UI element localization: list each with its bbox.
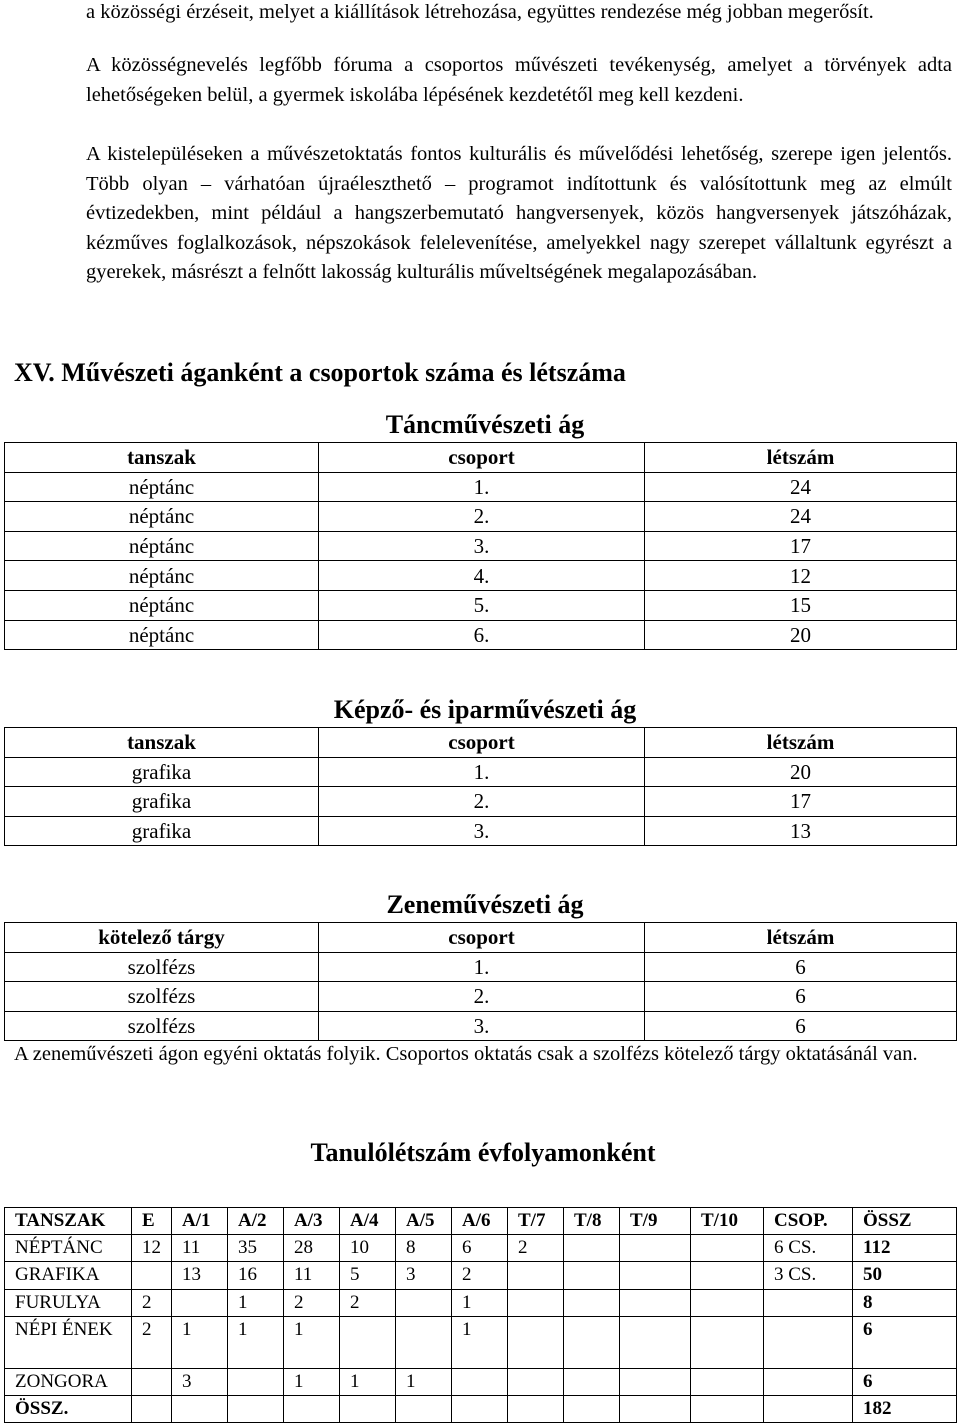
grade-cell [620, 1262, 691, 1289]
grade-col-header: T/10 [691, 1208, 764, 1235]
grade-cell [340, 1316, 396, 1368]
grade-cell [620, 1395, 691, 1422]
grade-cell [620, 1316, 691, 1368]
table-header-row [5, 728, 957, 758]
grade-cell: 5 [340, 1262, 396, 1289]
grade-cell [396, 1289, 452, 1316]
grade-cell [691, 1368, 764, 1395]
grade-row-total: 182 [853, 1395, 957, 1422]
grade-cell [564, 1368, 620, 1395]
grade-cell: 13 [172, 1262, 228, 1289]
grade-row [5, 1368, 957, 1395]
table-row [5, 787, 957, 817]
grade-cell: 2 [132, 1289, 172, 1316]
cell-letszam: 24 [645, 472, 957, 502]
grade-cell [228, 1395, 284, 1422]
grade-col-header: TANSZAK [5, 1208, 132, 1235]
cell-tanszak: grafika [5, 787, 319, 817]
grade-cell [132, 1262, 172, 1289]
cell-targy: szolfézs [5, 982, 319, 1012]
grade-col-header: A/4 [340, 1208, 396, 1235]
table-row [5, 952, 957, 982]
cell-csoport: 3. [319, 816, 645, 846]
grade-cell: 10 [340, 1235, 396, 1262]
table-row [5, 561, 957, 591]
table-row [5, 531, 957, 561]
table-row [5, 757, 957, 787]
grade-cell [452, 1395, 508, 1422]
table-row [5, 620, 957, 650]
table-row [5, 590, 957, 620]
cell-csoport: 2. [319, 502, 645, 532]
col-header-tanszak: tanszak [5, 443, 319, 473]
cell-tanszak: néptánc [5, 531, 319, 561]
grade-row [5, 1262, 957, 1289]
cell-letszam: 15 [645, 590, 957, 620]
cell-letszam: 12 [645, 561, 957, 591]
grade-col-header: A/3 [284, 1208, 340, 1235]
music-branch-title: Zeneművészeti ág [386, 890, 584, 919]
grade-cell [132, 1368, 172, 1395]
grade-row-total: 8 [853, 1289, 957, 1316]
grade-cell [132, 1395, 172, 1422]
grade-cell [564, 1235, 620, 1262]
grade-row-total: 6 [853, 1316, 957, 1368]
cell-targy: szolfézs [5, 1011, 319, 1041]
table-header-row [5, 443, 957, 473]
cell-targy: szolfézs [5, 952, 319, 982]
dance-groups-table [4, 442, 957, 650]
grade-cell: 11 [284, 1262, 340, 1289]
grade-col-header: CSOP. [764, 1208, 853, 1235]
grade-cell: 1 [452, 1289, 508, 1316]
grade-cell: 1 [172, 1316, 228, 1368]
grade-cell: 3 [172, 1368, 228, 1395]
grade-cell [508, 1289, 564, 1316]
grade-col-header: T/9 [620, 1208, 691, 1235]
grade-col-header: A/2 [228, 1208, 284, 1235]
grade-cell: 1 [452, 1316, 508, 1368]
grade-cell [284, 1395, 340, 1422]
grade-table [4, 1207, 957, 1423]
col-header-letszam: létszám [645, 728, 957, 758]
grade-cell: 6 CS. [764, 1235, 853, 1262]
grade-row-label: ÖSSZ. [5, 1395, 132, 1422]
col-header-letszam: létszám [645, 923, 957, 953]
grade-row-label: ZONGORA [5, 1368, 132, 1395]
grade-row-label: FURULYA [5, 1289, 132, 1316]
visual-arts-branch-title: Képző- és iparművészeti ág [333, 695, 637, 724]
cell-csoport: 4. [319, 561, 645, 591]
grade-cell: 16 [228, 1262, 284, 1289]
cell-tanszak: grafika [5, 816, 319, 846]
grade-row-total: 112 [853, 1235, 957, 1262]
grade-cell: 35 [228, 1235, 284, 1262]
cell-letszam: 24 [645, 502, 957, 532]
grade-cell [620, 1235, 691, 1262]
grade-col-header: T/8 [564, 1208, 620, 1235]
cell-tanszak: néptánc [5, 620, 319, 650]
grade-cell: 28 [284, 1235, 340, 1262]
grade-cell [396, 1316, 452, 1368]
grade-cell [691, 1316, 764, 1368]
cell-csoport: 3. [319, 531, 645, 561]
grade-cell: 11 [172, 1235, 228, 1262]
grade-cell: 2 [452, 1262, 508, 1289]
cell-tanszak: néptánc [5, 590, 319, 620]
col-header-csoport: csoport [319, 443, 645, 473]
cell-csoport: 2. [319, 787, 645, 817]
grade-cell [764, 1316, 853, 1368]
grade-row [5, 1395, 957, 1422]
grade-cell: 1 [228, 1316, 284, 1368]
grade-cell [691, 1395, 764, 1422]
cell-letszam: 17 [645, 531, 957, 561]
intro-paragraph-small-towns: A kistelepüléseken a művészetoktatás fontos kulturális és művelődési lehetőség, szerepe igen jelentős. Több olyan – várhatóan újraéleszthető – programot indítottunk és valósítottunk meg az elmúlt évtizedekben, mint például a hangszerbemutató hangversenyek, közös hangversenyek játszóházak, kézműves foglalkozások, népszokások felelevenítése, amelyekkel nagy szerepet vállaltunk egyrészt a gyerekek, másrészt a felnőtt lakosság kulturális műveltségének megalapozásában. [86, 143, 952, 284]
grade-cell [564, 1316, 620, 1368]
grade-cell: 2 [508, 1235, 564, 1262]
grade-cell [764, 1395, 853, 1422]
section-title: XV. Művészeti áganként a csoportok száma és létszáma [14, 358, 626, 387]
col-header-csoport: csoport [319, 923, 645, 953]
cell-letszam: 20 [645, 620, 957, 650]
grade-cell: 3 [396, 1262, 452, 1289]
grade-row [5, 1316, 957, 1368]
grade-cell: 2 [284, 1289, 340, 1316]
grade-cell: 1 [228, 1289, 284, 1316]
grade-cell [764, 1289, 853, 1316]
grade-row-total: 6 [853, 1368, 957, 1395]
grade-cell: 2 [132, 1316, 172, 1368]
cell-letszam: 6 [645, 1011, 957, 1041]
cell-letszam: 6 [645, 982, 957, 1012]
cell-letszam: 17 [645, 787, 957, 817]
grade-row-total: 50 [853, 1262, 957, 1289]
grade-col-header: E [132, 1208, 172, 1235]
grade-cell [691, 1262, 764, 1289]
cell-csoport: 1. [319, 952, 645, 982]
intro-paragraph-community: A közösségnevelés legfőbb fóruma a csoportos művészeti tevékenység, amelyet a törvények adta lehetőségeken belül, a gyermek iskolába lépésének kezdetétől meg kell kezdeni. [86, 54, 952, 106]
grade-cell [508, 1316, 564, 1368]
music-groups-table [4, 922, 957, 1041]
grade-cell: 1 [396, 1368, 452, 1395]
grade-cell [172, 1395, 228, 1422]
grade-header-row [5, 1208, 957, 1235]
grade-table-title: Tanulólétszám évfolyamonként [310, 1138, 656, 1167]
cell-csoport: 6. [319, 620, 645, 650]
grade-col-header: A/5 [396, 1208, 452, 1235]
cell-csoport: 2. [319, 982, 645, 1012]
col-header-csoport: csoport [319, 728, 645, 758]
table-row [5, 816, 957, 846]
grade-cell [564, 1262, 620, 1289]
grade-cell [228, 1368, 284, 1395]
cell-letszam: 20 [645, 757, 957, 787]
table-row [5, 472, 957, 502]
table-header-row [5, 923, 957, 953]
grade-cell: 6 [452, 1235, 508, 1262]
grade-cell: 1 [340, 1368, 396, 1395]
grade-cell: 2 [340, 1289, 396, 1316]
cell-csoport: 1. [319, 757, 645, 787]
grade-row-label: NÉPI ÉNEK [5, 1316, 132, 1368]
col-header-kotelezo-targy: kötelező tárgy [5, 923, 319, 953]
cell-tanszak: néptánc [5, 472, 319, 502]
grade-row [5, 1235, 957, 1262]
cell-csoport: 5. [319, 590, 645, 620]
col-header-letszam: létszám [645, 443, 957, 473]
grade-cell [172, 1289, 228, 1316]
grade-cell [396, 1395, 452, 1422]
grade-cell: 3 CS. [764, 1262, 853, 1289]
cell-tanszak: néptánc [5, 502, 319, 532]
cell-letszam: 13 [645, 816, 957, 846]
grade-col-header: A/6 [452, 1208, 508, 1235]
grade-cell: 12 [132, 1235, 172, 1262]
grade-cell [508, 1395, 564, 1422]
grade-cell [508, 1368, 564, 1395]
table-row [5, 982, 957, 1012]
cell-csoport: 1. [319, 472, 645, 502]
cell-tanszak: grafika [5, 757, 319, 787]
cell-letszam: 6 [645, 952, 957, 982]
table-row [5, 1011, 957, 1041]
grade-cell [564, 1289, 620, 1316]
dance-branch-title: Táncművészeti ág [385, 410, 585, 439]
grade-cell [452, 1368, 508, 1395]
grade-cell: 8 [396, 1235, 452, 1262]
visual-arts-groups-table [4, 727, 957, 846]
grade-row-label: GRAFIKA [5, 1262, 132, 1289]
grade-cell [564, 1395, 620, 1422]
grade-row-label: NÉPTÁNC [5, 1235, 132, 1262]
grade-cell [620, 1368, 691, 1395]
grade-cell [508, 1262, 564, 1289]
grade-cell [691, 1289, 764, 1316]
cell-tanszak: néptánc [5, 561, 319, 591]
grade-col-header: T/7 [508, 1208, 564, 1235]
grade-cell [764, 1368, 853, 1395]
col-header-tanszak: tanszak [5, 728, 319, 758]
cell-csoport: 3. [319, 1011, 645, 1041]
grade-cell: 1 [284, 1368, 340, 1395]
grade-cell: 1 [284, 1316, 340, 1368]
table-row [5, 502, 957, 532]
grade-col-header: ÖSSZ [853, 1208, 957, 1235]
intro-paragraph-end: a közösségi érzéseit, melyet a kiállítások létrehozása, együttes rendezése még jobban megerősít. [86, 1, 874, 23]
grade-col-header: A/1 [172, 1208, 228, 1235]
grade-row [5, 1289, 957, 1316]
grade-cell [340, 1395, 396, 1422]
grade-cell [620, 1289, 691, 1316]
grade-cell [691, 1235, 764, 1262]
music-note: A zeneművészeti ágon egyéni oktatás folyik. Csoportos oktatás csak a szolfézs kötelező tárgy oktatásánál van. [14, 1043, 918, 1065]
